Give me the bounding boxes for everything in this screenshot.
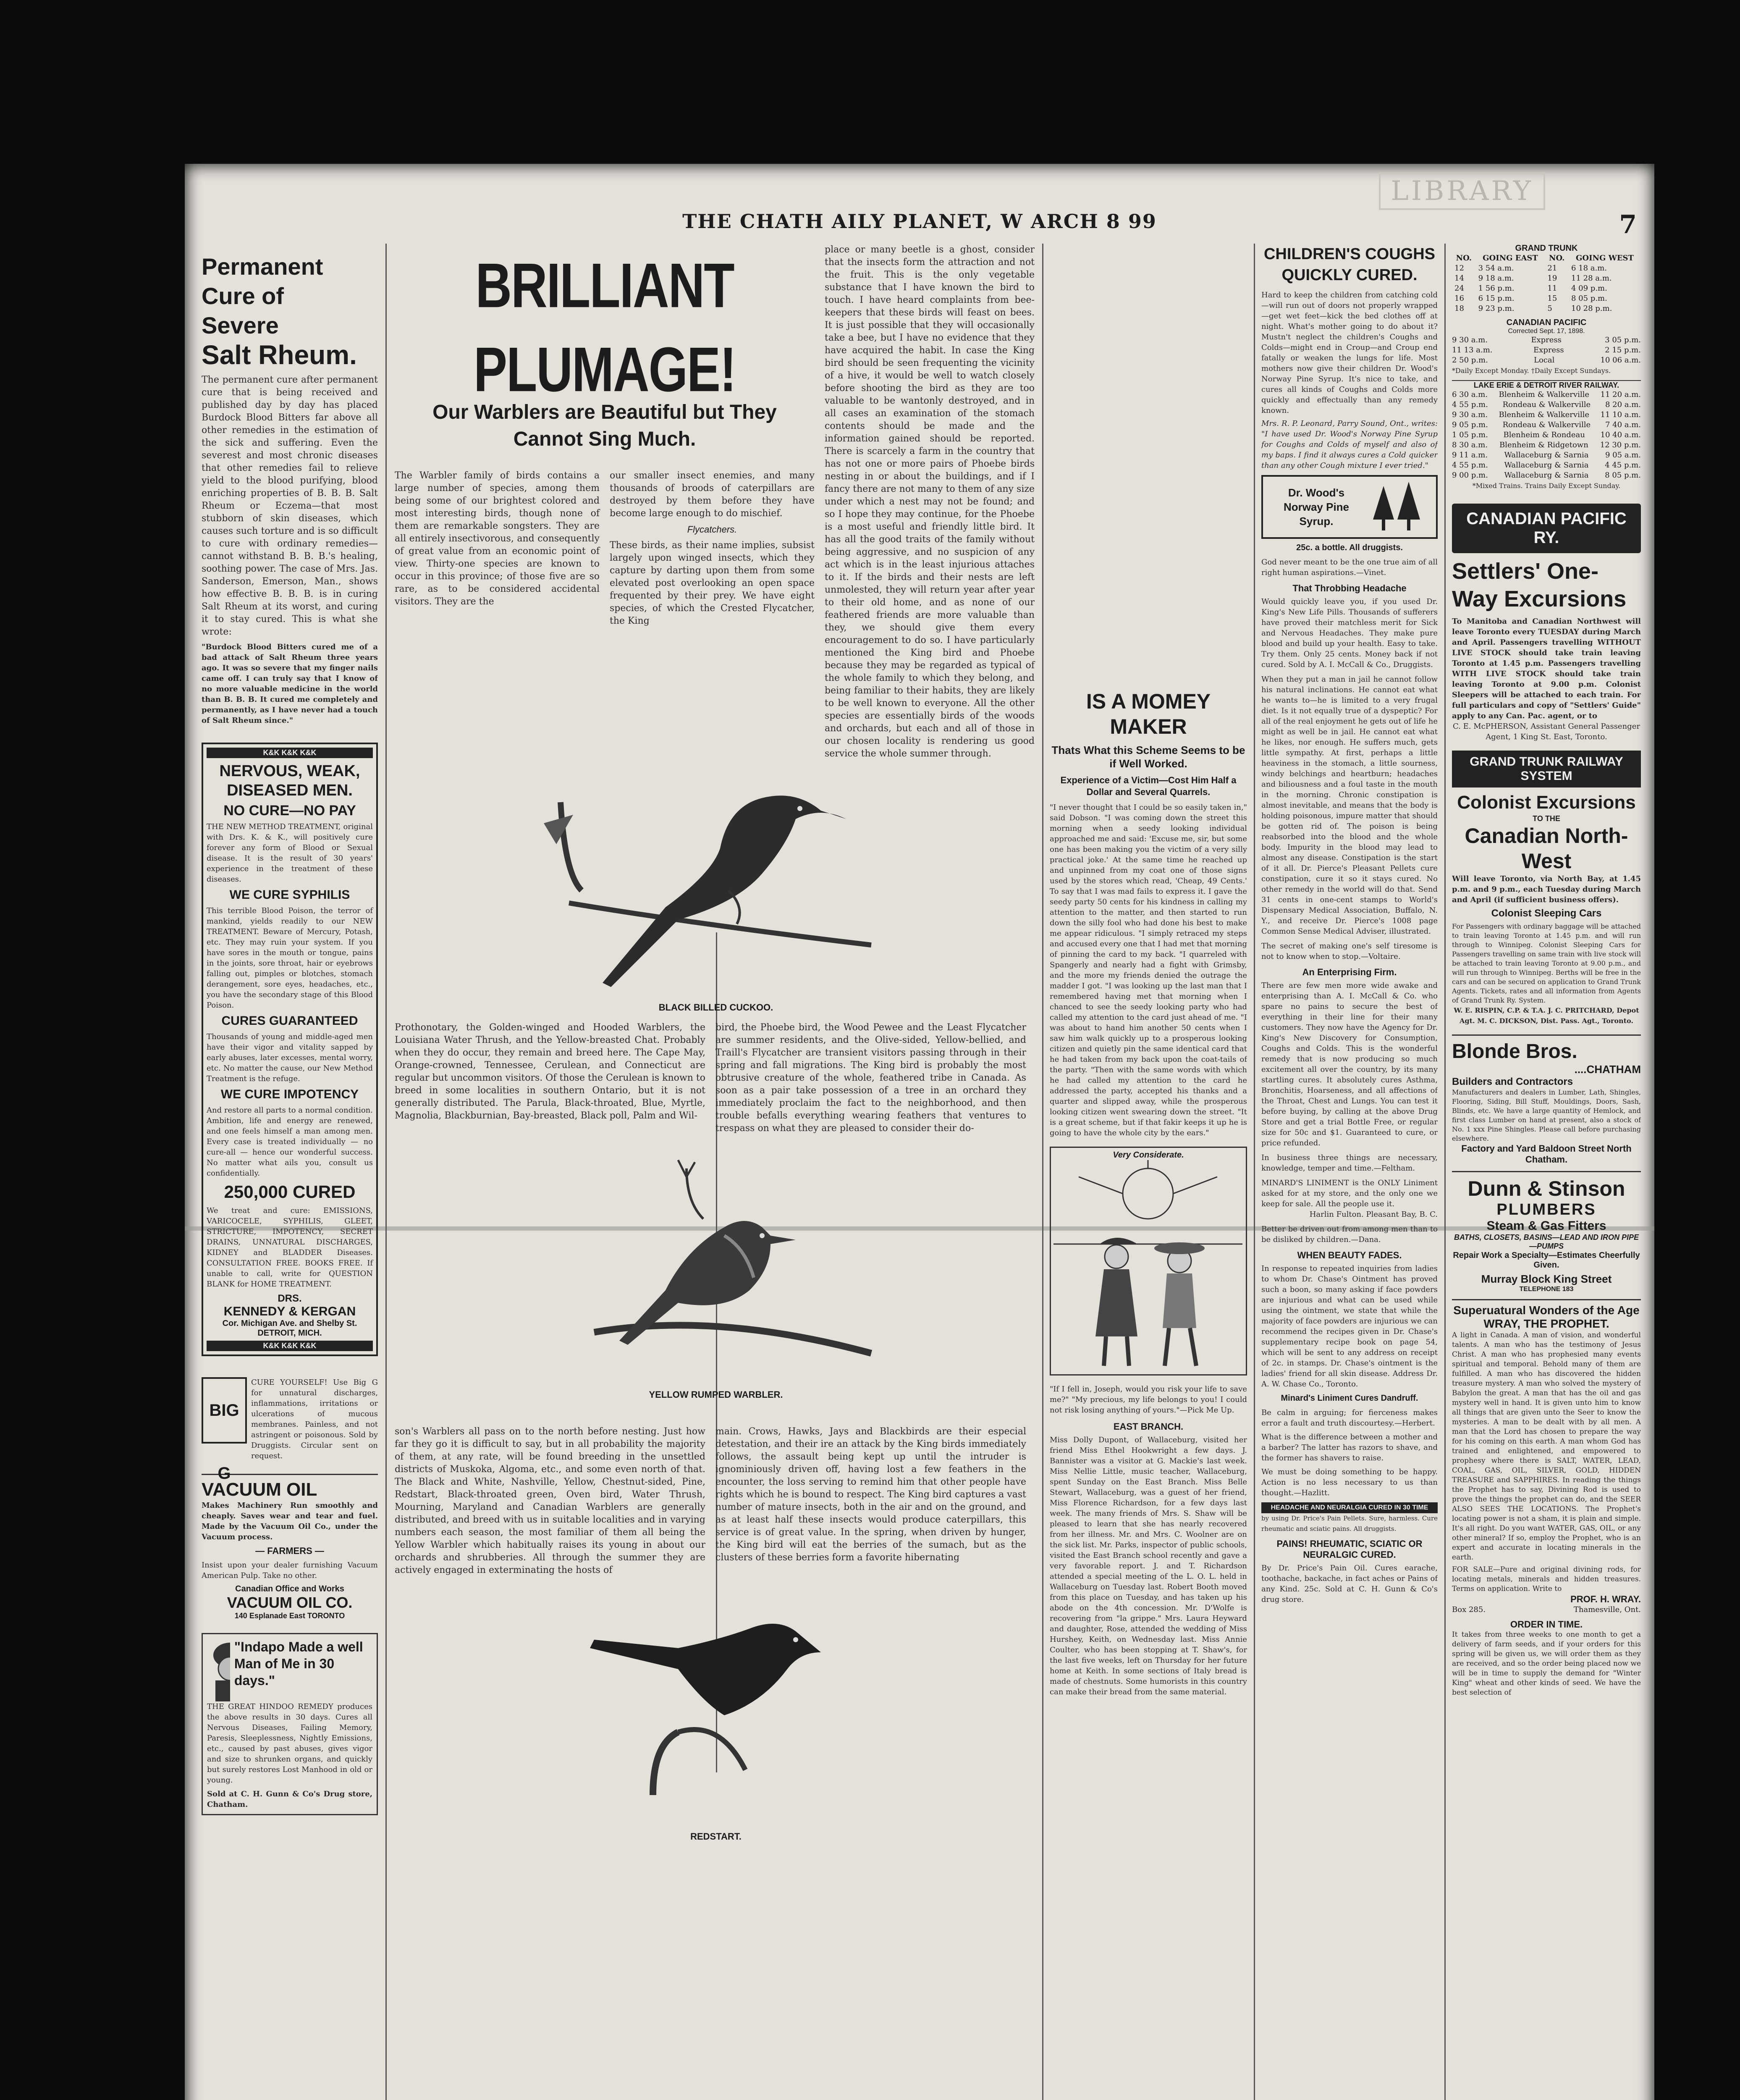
cp-notes: *Daily Except Monday. †Daily Except Sundays. [1452, 367, 1611, 375]
column-4-remedies [1261, 244, 1438, 2100]
big-g-ad [202, 1377, 378, 1483]
feltham-quote: In business three things are necessary, knowledge, temper and time.—Feltham. [1261, 1153, 1438, 1173]
dana-quote: Better be driven out from among men than to be disliked by children.—Dana. [1261, 1225, 1438, 1244]
table-row: 9 05 p.m. Rondeau & Walkerville 7 40 a.m. [1452, 420, 1641, 429]
dunn-stinson-plumbers: PLUMBERS [1496, 1201, 1596, 1218]
running-head-text: THE CHATH AILY PLANET, W ARCH 8 99 [682, 210, 1157, 233]
column-3-stories [1050, 689, 1247, 2100]
cpr-banner: CANADIAN PACIFIC RY. [1452, 504, 1641, 553]
table-row: 16 6 15 p.m. 15 8 05 p.m. [1454, 294, 1607, 303]
colonist-headline: Colonist Excursions [1457, 792, 1636, 813]
table-row: 1 05 p.m. Blenheim & Rondeau 10 40 a.m. [1452, 430, 1641, 439]
table-row: 14 9 18 a.m. 19 11 28 a.m. [1454, 274, 1612, 283]
grand-trunk-timetable-title: GRAND TRUNK [1515, 244, 1578, 253]
enterprising-body: There are few men more wide awake and enterprising than A. I. McCall & Co. who spare no pains to secure the best of everything in their line for their many customers. They now have the Agency for Dr. King's New Discovery for Consumption, Coughs and Colds. This is the wonderful remedy that is now producing so much excitement all over the country, by its many startling cures. It absolutely cures Asthma, Bronchitis, Hoarseness, and all affections of the Throat, Chest and Lungs. You can test it before buying, by calling at the above Drug Store and get a trial Bottle Free, or regular size for 50c and $1. Guaranteed to cure, or price refunded. [1261, 981, 1438, 1147]
ad-headline: NERVOUS, WEAK, DISEASED MEN. [219, 762, 360, 799]
prophet-headline: WRAY, THE PROPHET. [1483, 1317, 1609, 1330]
ad-drs: DRS. [278, 1293, 302, 1304]
settlers-agent: C. E. McPHERSON, Assistant General Passenger Agent, 1 King St. East, Toronto. [1453, 722, 1640, 741]
cartoon-caption: Very Considerate. [1113, 1150, 1184, 1160]
intro-right: our smaller insect enemies, and many thousands of broods of caterpillars are destroyed by them before they have become large enough to do mischief. [610, 470, 815, 519]
east-branch-news: Miss Dolly Dupont, of Wallaceburg, visited her friend Miss Ethel Hookwright a few days. J. Bannister was a visitor at G. Mackie's last week. Miss Nellie Little, music teacher, Wallaceburg, spent Sunday on the East Branch. Miss Belle Stewart, Wallaceburg, was a guest of her friend, Miss Florence Richardson, for a few days last week. The many friends of Mrs. S. Shaw will be pleased to learn that she has nearly recovered from her illness. Mr. and Mrs. C. Woolner are on the sick list. Mr. Parks, inspector of public schools, visited the East Branch school recently and gave a very favorable report. J. and T. Richardson attended a special meeting of the L. O. L. held in Wallaceburg on Tuesday last. Robert Booth moved from this place on Tuesday, and has taken up his abode on the 4th concession. Mr. D'Wolfe is recovering from "la grippe." Mrs. Laura Heyward and daughter, Rose, attended the wedding of Miss Hurshey, Keith, on Wednesday last. Miss Annie Coulter, who has been stopping at T. Shaw's, for the last five weeks, left on Thursday for her future home at Keith. In some sections of Italy bread is made of chestnuts. Some humorists in this country can make their bread from the same material. [1050, 1436, 1247, 1696]
table-row: 9 30 a.m. Blenheim & Walkerville 11 10 a.m. [1452, 410, 1641, 419]
money-maker-story: "I never thought that I could be so easily taken in," said Dobson. "I was coming down the street this morning when a seedy looking individual approached me and said: 'Excuse me, sir, but some one has been making you the victim of a very silly practical joke.' At the same time he reached up and unpinned from my coat one of those signs used by the stores which read, 'Cheap, 49 Cents.' To say that I was mad fails to express it. I gave the seedy party 50 cents for his kindness in calling my attention to the matter, and then started to run down the silly fool who had done his best to make me appear ridiculous. "I simply retraced my steps and accused every one that I had met that morning of pinning the card to my back. "I quarreled with Spangerly and nearly had a fight with Grimsby, and the more my friends denied the outrage the madder I got. "I was looking up the last man that I remembered having met that morning when I chanced to see the seedy looking party who had called my attention to the card just ahead of me. "I was about to hand him another 50 cents when I saw him walk quickly up to a prosperous looking citizen and quietly pin the same identical card that he had taken from my back upon the coat-tails of the party. "Then with the same words with which he had called my attention to the card he addressed the party, accepted his thanks and a quarter and slipped away, while the prosperous looking citizen went swearing down the street. "It is a great scheme, but if that fakir keeps it up he is going to have the whole city by the ears." [1050, 803, 1247, 1137]
table-row: 12 3 54 a.m. 21 6 18 a.m. [1454, 264, 1607, 273]
headache-heading: That Throbbing Headache [1292, 583, 1407, 593]
table-row: 6 30 a.m. Blenheim & Walkerville 11 20 a.m. [1452, 390, 1641, 399]
vacuum-oil-title: VACUUM OIL [202, 1479, 317, 1500]
vinet-quote: God never meant to be the one true aim of all right human aspirations.—Vinet. [1261, 558, 1438, 577]
ad-border-text: K&K K&K K&K [207, 1341, 373, 1351]
vacuum-oil-office: Canadian Office and Works [235, 1584, 344, 1593]
railway-agents: W. E. RISPIN, C.P. & T.A. J. C. PRITCHARD, Depot Agt. M. C. DICKSON, Dist. Pass. Agt., Toronto. [1454, 1006, 1639, 1025]
dunn-stinson-steam: Steam & Gas Fitters [1486, 1219, 1606, 1233]
money-maker-deck: Thats What this Scheme Seems to be if Well Worked. [1051, 744, 1245, 770]
voltaire-quote: The secret of making one's self tiresome is not to know when to stop.—Voltaire. [1261, 942, 1438, 961]
neuralgia-sub: by using Dr. Price's Pain Pellets. Sure, harmless. Cure rheumatic and sciatic pains. All druggists. [1261, 1515, 1438, 1533]
dunn-stinson-repair: Repair Work a Specialty—Estimates Cheerfully Given. [1453, 1251, 1640, 1270]
east-branch-heading: EAST BRANCH. [1113, 1421, 1184, 1432]
indapo-title: "Indapo Made a well Man of Me in 30 days." [234, 1639, 363, 1688]
ad-body-5: We treat and cure: EMISSIONS, VARICOCELE, SYPHILIS, GLEET, STRICTURE, IMPOTENCY, SECRET DRAINS, UNNATURAL DISCHARGES, KIDNEY and BLADDER Diseases. CONSULTATION FREE. BOOKS FREE. If unable to call, write for QUESTION BLANK for HOME TREATMENT. [207, 1206, 373, 1289]
joke-text: "If I fell in, Joseph, would you risk your life to save me?" "My precious, my life belongs to you! I could not risk losing anything of yours."—Pick Me Up. [1050, 1385, 1247, 1415]
column-5-railways-ads [1452, 244, 1641, 2100]
herbert-quote: Be calm in arguing; for fierceness makes error a fault and truth discourtesy.—Herbert. [1261, 1408, 1438, 1428]
barber-joke: What is the difference between a mother and a barber? The latter has razors to shave, and the former has shavers to raise. [1261, 1433, 1438, 1462]
column-rule [1042, 244, 1043, 2100]
caption-cuckoo: BLACK BILLED CUCKOO. [658, 1002, 773, 1013]
hazlitt-quote: We must be doing something to be happy. Action is no less necessary to us than thought.—Hazlitt. [1261, 1467, 1438, 1497]
settlers-body: To Manitoba and Canadian Northwest will leave Toronto every TUESDAY during March and April. Passengers travelling WITHOUT LIVE STOCK should take train leaving Toronto at 1.45 p.m. Passengers travelling WITH LIVE STOCK should take train leaving Toronto at 9.00 p.m. Colonist Sleepers will be attached to each train. For full particulars and copy of "Settlers' Guide" apply to any Can. Pac. agent, or to [1452, 617, 1641, 720]
vacuum-oil-body: Makes Machinery Run smoothly and cheaply. Saves wear and tear and fuel. Made by the Vacuum Oil Co., under the Vacuum process. [202, 1501, 378, 1541]
vacuum-oil-address: 140 Esplanade East TORONTO [234, 1612, 345, 1620]
ad-doctor-names: KENNEDY & KERGAN [223, 1305, 356, 1318]
divining-rod-sale: FOR SALE—Pure and original divining rods, for locating metals, minerals and hidden treasures. Terms on application. Write to [1452, 1565, 1641, 1593]
minard-signature: Harlin Fulton. Pleasant Bay, B. C. [1309, 1210, 1438, 1219]
order-heading: ORDER IN TIME. [1510, 1619, 1583, 1630]
running-head [185, 210, 1654, 239]
kennedy-kergan-ad [202, 743, 378, 1356]
norway-pine-title: Dr. Wood's Norway Pine Syrup. [1283, 486, 1350, 528]
order-body: It takes from three weeks to one month to get a delivery of farm seeds, and if your orders for this spring will be given us, we will order them as they are received, and so the order being placed now we will be in time to supply the demand for "Winter King" wheat and other kinds of seed. We have the best selection of [1452, 1630, 1641, 1697]
money-maker-deck-2: Experience of a Victim—Cost Him Half a Dollar and Several Quarrels. [1060, 775, 1237, 797]
table-row: 2 50 p.m. Local 10 06 a.m. [1452, 356, 1641, 365]
pains-heading: PAINS! RHEUMATIC, SCIATIC OR NEURALGIC CURED. [1276, 1538, 1423, 1560]
wonders-headline: Superuatural Wonders of the Age [1452, 1299, 1641, 1317]
table-row: 9 00 p.m. Wallaceburg & Sarnia 8 05 p.m. [1452, 471, 1641, 480]
breeding-text-left: son's Warblers all pass on to the north before nesting. Just how far they go it is difficult to say, but in all probability the majority of them, at any rate, will be found breeding in the unsettled districts of Muskoka, Algoma, etc., and some even north of that. The Black and White, Nashville, Yellow, Chestnut-sided, Pine, Redstart, Black-throated green, Oven bird, Water Thrush, Mourning, Maryland and Canadian Warblers are generally distributed, and breed with us in suitable localities and in varying numbers each season, the most familiar of them all being the Yellow Warbler which habitually raises its young in about our orchards and shrubberies. All through the summer they are actively engaged in exterminating the hosts of [395, 1426, 705, 1575]
caption-warbler: YELLOW RUMPED WARBLER. [649, 1389, 783, 1400]
money-maker-headline: IS A MOMEY MAKER [1086, 690, 1211, 738]
coughs-testimonial: Mrs. R. P. Leonard, Parry Sound, Ont., writes: "I have used Dr. Wood's Norway Pine Syrup for Coughs and Colds of myself and also of my baps. I find it always cures a Cold quicker than any other Cough mixture I ever tried." [1261, 419, 1438, 470]
pains-body: By Dr. Price's Pain Oil. Cures earache, toothache, backache, in fact aches or Pains of any Kind. 25c. Sold at C. H. Gunn & Co's drug store. [1261, 1564, 1438, 1604]
ad-body-3: Thousands of young and middle-aged men have their vigor and vitality sapped by early abuses, later excesses, mental worry, etc. No matter the cause, our New Method Treatment is the refuge. [207, 1032, 373, 1083]
vacuum-oil-farmers-body: Insist upon your dealer furnishing Vacuum American Pulp. Take no other. [202, 1561, 378, 1580]
beauty-heading: WHEN BEAUTY FADES. [1297, 1250, 1402, 1260]
sleeping-cars-body: For Passengers with ordinary baggage will be attached to train leaving Toronto at 1.45 p.m. and will run through to Winnipeg. Colonist Sleeping Cars for Passengers travelling on same train with live stock will be attached to train leaving Toronto at 9.00 p.m., and will run through to Winnipeg. Berths will be free in the cars and can be secured on application to Grand Trunk Agents. Tickets, rates and all information from Agents of Grand Trunk Ry. System. [1452, 922, 1641, 1004]
column-1-ads [202, 244, 378, 2100]
ad-subhead-impotency: WE CURE IMPOTENCY [220, 1087, 359, 1101]
settlers-headline: Settlers' One-Way Excursions [1452, 559, 1627, 612]
ad-subhead-syphilis: WE CURE SYPHILIS [229, 888, 350, 902]
table-row: 4 55 p.m. Wallaceburg & Sarnia 4 45 p.m. [1452, 461, 1641, 470]
big-g-ad-text: CURE YOURSELF! Use Big G for unnatural discharges, inflammations, irritations or ulcerations of mucous membranes. Painless, and not astringent or poisonous. Sold by Druggists. Circular sent on request. [251, 1378, 378, 1460]
column-rule [385, 244, 387, 2100]
dunn-stinson-title: Dunn & Stinson [1452, 1171, 1641, 1201]
blonde-bros-city: ....CHATHAM [1574, 1063, 1641, 1076]
blonde-bros-subtitle: Builders and Contractors [1452, 1076, 1573, 1087]
species-list-left: Prothonotary, the Golden-winged and Hooded Warblers, the Louisiana Water Thrush, and the Yellow-breasted Chat. Probably when they do occur, they remain and breed here. The Cape May, Orange-crowned, Tennessee, Cerulean, and Connecticut are regular but uncommon visitors. Of those the Cerulean is known to breed in some localities in southern Ontario, but it is not generally distributed. The Parula, Black-throated, Blue, Myrtle, Magnolia, Blackburnian, Bay-breasted, Black poll, Palm and Wil- [395, 1022, 706, 1121]
cartoon-box [1050, 1147, 1247, 1376]
intro-right-2: These birds, as their name implies, subsist largely upon winged insects, which they capture by darting upon them from some elevated post overlooking an open space frequented by their prey. We have eight species, of which the Crested Flycatcher, the King [610, 540, 815, 626]
sleeping-cars-heading: Colonist Sleeping Cars [1491, 908, 1602, 919]
ad-subhead-cured: 250,000 CURED [224, 1182, 356, 1202]
ad-border-text: K&K K&K K&K [207, 748, 373, 758]
vacuum-oil-farmers: — FARMERS — [255, 1546, 324, 1556]
dunn-stinson-baths: BATHS, CLOSETS, BASINS—LEAD AND IRON PIPE—PUMPS [1454, 1233, 1639, 1250]
prophet-body: A light in Canada. A man of vision, and wonderful talents. A man who has the testimony of Jesus Christ. A man who has prophesied many events spiritual and temporal. Behold many of them are fulfilled. A man who has discovered the hidden treasure mystery. A man who solved the mystery of Babylon the great. A man that has the oil and gas mystery well in hand. It is given unto him to know all things that are given unto the Seer to know the mysteries. A man to be dealt with by all men. A man that the Lord has chosen to prepare the way for his coming on this earth. A man whom God has trained and enlightened, and empowered to prophesy where there is SALT, WATER, LEAD, COAL, GAS, OIL, SILVER, GOLD, HIDDEN TREASURE and SAPPHIRES. In reading the things the Prophet has to say, Divining Rod is used to prove the things the prophet can do, and the SEER ALSO SEES THE LOCATIONS. The Prophet's locating power is not a sham, it is plain and simple. It's all right. Do you want WATER, GAS, OIL, or any other mineral? If so, employ the Prophet, who is an expert and accurate in locating minerals in the earth. [1452, 1331, 1641, 1562]
ad-no-cure-no-pay: NO CURE—NO PAY [223, 803, 356, 819]
grand-trunk-banner: GRAND TRUNK RAILWAY SYSTEM [1452, 751, 1641, 788]
ad-subhead-guaranteed: CURES GUARANTEED [221, 1014, 358, 1028]
wray-address: Thamesville, Ont. [1573, 1605, 1641, 1614]
indapo-body: THE GREAT HINDOO REMEDY produces the above results in 30 days. Cures all Nervous Diseases, Failing Memory, Paresis, Sleeplessness, Nightly Emissions, etc., caused by past abuses, gives vigor and size to shrunken organs, and quickly but surely restores Lost Manhood in old or young. [207, 1702, 372, 1785]
minard-testimonial: MINARD'S LINIMENT is the ONLY Liniment asked for at my store, and the only one we keep for sale. All the people use it. [1261, 1179, 1438, 1208]
table-row: 4 55 p.m. Rondeau & Walkerville 8 20 a.m. [1452, 400, 1641, 409]
table-row: 9 30 a.m. Express 3 05 p.m. [1452, 336, 1641, 344]
redstart-illustration [527, 1593, 905, 1829]
headache-body: Would quickly leave you, if you used Dr. King's New Life Pills. Thousands of sufferers have proved their matchless merit for Sick and Nervous Headaches. They make pure blood and build up your health. Easy to take. Try them. Only 25 cents. Money back if not cured. Sold by A. I. McCall & Co., Druggists. [1261, 597, 1438, 669]
page-number: 7 [1619, 210, 1638, 239]
table-row: 24 1 56 p.m. 11 4 09 p.m. [1454, 284, 1607, 293]
couple-cartoon-illustration [1053, 1160, 1242, 1370]
column-2-birds-feature [395, 244, 1037, 2100]
dunn-stinson-phone: TELEPHONE 183 [1519, 1286, 1574, 1293]
colonist-to-the: TO THE [1533, 814, 1560, 823]
species-list-right: bird, the Phoebe bird, the Wood Pewee and the Least Flycatcher are summer residents, and the Olive-sided, Yellow-bellied, and Traill's Flycatcher are transient visitors passing through in their spring and fall migrations. The King bird is probably the most obtrusive creature of the whole, feathered tribe in Canada. As soon as a pair take possession of a tree in an orchard they immediately proclaim the fact to the neighborhood, and then trouble befalls everything wearing feathers that ventures to trespass on what they are pleased to consider their do- [715, 1022, 1026, 1134]
ad-body-2: This terrible Blood Poison, the terror of mankind, yields readily to our NEW TREATMENT. Beware of Mercury, Potash, etc. They may ruin your system. If you have sores in the mouth or tongue, pains in the joints, sore throat, hair or eyebrows falling out, pimples or blotches, stomach derangement, sore eyes, headaches, etc., you have the secondary stage of this Blood Poison. [207, 906, 373, 1010]
minard-dandruff: Minard's Liniment Cures Dandruff. [1281, 1394, 1418, 1403]
enterprising-heading: An Enterprising Firm. [1302, 967, 1397, 977]
yellow-rumped-warbler-illustration [527, 1152, 905, 1387]
le-timetable-title: LAKE ERIE & DETROIT RIVER RAILWAY. [1452, 380, 1641, 390]
hindoo-portrait-icon [207, 1638, 230, 1701]
dunn-stinson-address: Murray Block King Street [1481, 1273, 1612, 1285]
king-bird-text-right: main. Crows, Hawks, Jays and Blackbirds are their especial detestation, and their ire an attack by the King birds immediately follows, the assault being kept up until the intruder is ignominiously driven off, having lost a few feathers in the encounter, the loss serving to remind him that other people have rights which he is bound to respect. The King bird captures a vast number of mature insects, both in the air and on the ground, and as at least half these insects would produce caterpillars, this service is of great value. In the spring, when driven by hunger, the King bird will eat the berries of the sumach, but as the clusters of these berries form a favorite hibernating [715, 1426, 1026, 1563]
column-rule [1444, 244, 1446, 2100]
blonde-bros-title: Blonde Bros. [1452, 1034, 1641, 1063]
dyspeptic-body: When they put a man in jail he cannot follow his natural inclinations. He cannot eat what he wants to—he is limited to a very frugal diet. Is it not equally true of a dyspeptic? For all of the real enjoyment he gets out of life he might as well be in jail. He cannot eat what he likes, nor enough. He suffers much, gets little sympathy. At first, perhaps a little heaviness in the stomach, a little sourness, windy belchings and heartburn; headaches and biliousness and a foul taste in the mouth in the morning. Chronic constipation is almost inevitable, and means that the body is holding poisonous, impure matter that should be gotten rid of. The poison is being reabsorbed into the blood and the whole body. Impurity in the blood may lead to almost any disease. Constipation is the start of it all. Dr. Pierce's Pleasant Pellets cure constipation, cure it so it stays cured. No other remedy in the world will do that. Send 31 cents in one-cent stamps to World's Dispensary Medical Association, Buffalo, N. Y., and receive Dr. Pierce's 1008 page Common Sense Medical Adviser, illustrated. [1261, 675, 1438, 936]
salt-rheum-ad-quote: "Burdock Blood Bitters cured me of a bad attack of Salt Rheum three years ago. It was so severe that my finger nails came off. I can truly say that I know of no more valuable medicine in the world than B. B. B. It cured me completely and permanently, as I have never had a touch of Salt Rheum since." [202, 643, 378, 725]
black-billed-cuckoo-illustration [527, 764, 905, 1000]
indapo-ad [202, 1633, 378, 1815]
blonde-bros-yard: Factory and Yard Baldoon Street North Chatham. [1461, 1143, 1632, 1165]
vacuum-oil-company: VACUUM OIL CO. [227, 1594, 353, 1611]
northwest-headline: Canadian North-West [1465, 824, 1628, 873]
caption-redstart: REDSTART. [690, 1831, 742, 1842]
subhead-flycatchers: Flycatchers. [687, 524, 737, 535]
salt-rheum-ad-body: The permanent cure after permanent cure that is being received and published day by day has placed Burdock Blood Bitters far above all other remedies in the estimation of the sick and suffering. Even the severest and most chronic diseases that other remedies fail to relieve yield to the blood purifying, blood enriching properties of B. B. B. Salt Rheum or Eczema—that most stubborn of skin diseases, which causes such torture and is so difficult to cure with ordinary remedies—cannot withstand B. B. B.'s healing, soothing power. The case of Mrs. Jas. Sanderson, Emerson, Man., shows how effective B. B. B. is in curing Salt Rheum at its worst, and curing it to stay cured. This is what she wrote: [202, 375, 378, 637]
big-g-badge: BIG G [202, 1377, 247, 1444]
ad-body-4: And restore all parts to a normal condition. Ambition, life and energy are renewed, and one feels himself a man among men. Every case is treated individually — no cure-all — hence our wonderful success. No matter what ails you, consult us confidentially. [207, 1106, 373, 1178]
ad-body-1: THE NEW METHOD TREATMENT, original with Drs. K. & K., will positively cure forever any form of Blood or Sexual disease. It is the result of 30 years' experience in the treatment of these diseases. [207, 822, 373, 884]
blonde-bros-body: Manufacturers and dealers in Lumber, Lath, Shingles, Flooring, Siding, Bill Stuff, Mouldings, Doors, Sash, Blinds, etc. We have a large quantity of Hemlock, and first class Lumber on hand at present, also a stock of No. 1 xxx Pine Shingles. Please call before purchasing elsewhere. [1452, 1088, 1641, 1142]
table-row: 8 30 a.m. Blenheim & Ridgetown 12 30 p.m. [1452, 441, 1641, 449]
coughs-headline: CHILDREN'S COUGHS QUICKLY CURED. [1263, 245, 1436, 284]
library-stamp: LIBRARY [1379, 172, 1545, 210]
newspaper-page [185, 164, 1654, 2100]
table-row: 11 13 a.m. Express 2 15 p.m. [1452, 346, 1641, 354]
indapo-sold: Sold at C. H. Gunn & Co's Drug store, Chatham. [207, 1790, 372, 1809]
beauty-body: In response to repeated inquiries from ladies to whom Dr. Chase's Ointment has proved such a boon, so many asking if face powders are injurious and what can be used while using the ointment, we state that while the majority of face powders are injurious we can recommend the recipes given in Dr. Chase's supplementary recipe book on page 54, which will be sent to any address on receipt of 2c. in stamps. Dr. Chase's ointment is the ladies' friend for all skin disease. Address Dr. A. W. Chase Co., Toronto. [1261, 1264, 1438, 1389]
colonist-body: Will leave Toronto, via North Bay, at 1.45 p.m. and 9 p.m., each Tuesday during March and April (if sufficient business offers). [1452, 874, 1641, 904]
le-notes: *Mixed Trains. Trains Daily Except Sunday. [1472, 482, 1621, 490]
intro-left: The Warbler family of birds contains a large number of species, among them being some of our brightest colored and most interesting birds, though none of them are remarkable songsters. They are all entirely insectivorous, and consequently of great value from an economic point of view. Thirty-one species are known to occur in this province; of those five are so rare, as to be considered accidental visitors. They are the [395, 470, 600, 607]
coughs-body: Hard to keep the children from catching cold—will run out of doors not properly wrapped—get wet feet—kick the bed clothes off at night. What's mother going to do about it? Mustn't neglect the children's Coughs and Colds—might end in Croup—and Croup end fatally or weaken the lungs for life. Most mothers now give their children Dr. Wood's Norway Pine Syrup. It's nice to take, and cures all kinds of Coughs and Colds more quickly and effectually than any remedy known. [1261, 291, 1438, 415]
table-row: 18 9 23 p.m. 5 10 28 p.m. [1454, 304, 1612, 313]
salt-rheum-ad-title: Permanent Cure of Severe Salt Rheum. [202, 253, 357, 370]
vacuum-oil-ad [202, 1474, 378, 1620]
wray-box: Box 285. [1452, 1605, 1486, 1614]
king-bird-continuation: place or many beetle is a ghost, consider that the insects form the attraction and not the fruit. This is the only vegetable substance that I have known the bird to touch. I have heard complaints from bee-keepers that these birds will feast on bees. It is just possible that they will occasionally take a bee, but I have no evidence that they have acquired the habit. In case the King bird should be seen frequenting the vicinity of a hive, it would be well to watch closely before shooting the bird as they are too valuable to be wantonly destroyed, and in all cases an examination of the stomach contents should be made and the information gained should be reported. There is scarcely a farm in the country that has not one or more pairs of Phoebe birds nesting in or about the buildings, and if I fancy there are not many to them of any size under which a nest may not be found; and so I hope they may continue, for the Phoebe is a most useful and friendly little bird. It has all the good traits of the family without being aggressive, and no suspicion of any act which is in the least injurious attaches to it. If the birds and their nests are left unmolested, they will return year after year to their old home, and as none of our feathered friends are more valuable than they, we should give them every encouragement to do so. I have particularly mentioned the King bird and Phoebe because they may be regarded as typical of the whole family to which they belong, and being familiar to their habits, they are likely to be well known to everyone. All the other species are essentially birds of the woods and orchards, but each and all of those in our chosen locality is rendering us good service the whole summer through. [825, 244, 1035, 759]
wray-name: PROF. H. WRAY. [1570, 1594, 1641, 1604]
cp-timetable-subtitle: Corrected Sept. 17, 1898. [1508, 328, 1585, 335]
column-rule [1254, 244, 1255, 2100]
table-row: 9 11 a.m. Wallaceburg & Sarnia 9 05 a.m. [1452, 451, 1641, 459]
cp-timetable-title: CANADIAN PACIFIC [1506, 318, 1587, 327]
headline: BRILLIANT PLUMAGE! [474, 250, 736, 405]
norway-pine-ad [1261, 475, 1438, 539]
deck: Our Warblers are Beautiful but They Cannot Sing Much. [432, 401, 777, 450]
norway-pine-price: 25c. a bottle. All druggists. [1296, 543, 1403, 552]
ad-address: Cor. Michigan Ave. and Shelby St. DETROIT, MICH. [222, 1319, 357, 1338]
pine-trees-icon [1369, 482, 1423, 532]
grand-trunk-timetable: NO. GOING EAST NO. GOING WEST 12 3 54 a.m. 21 6 18 a.m. 14 9 18 a.m. 19 11 28 a.m. 24 1 56 p.m. 11 4 09 p.m. 16 6 15 p.m. 15 8 05 p.m. 18 9 23 p.m. 5 10 28 p.m. [1452, 253, 1641, 314]
neuralgia-bar: HEADACHE AND NEURALGIA CURED IN 30 TIME [1261, 1502, 1438, 1513]
